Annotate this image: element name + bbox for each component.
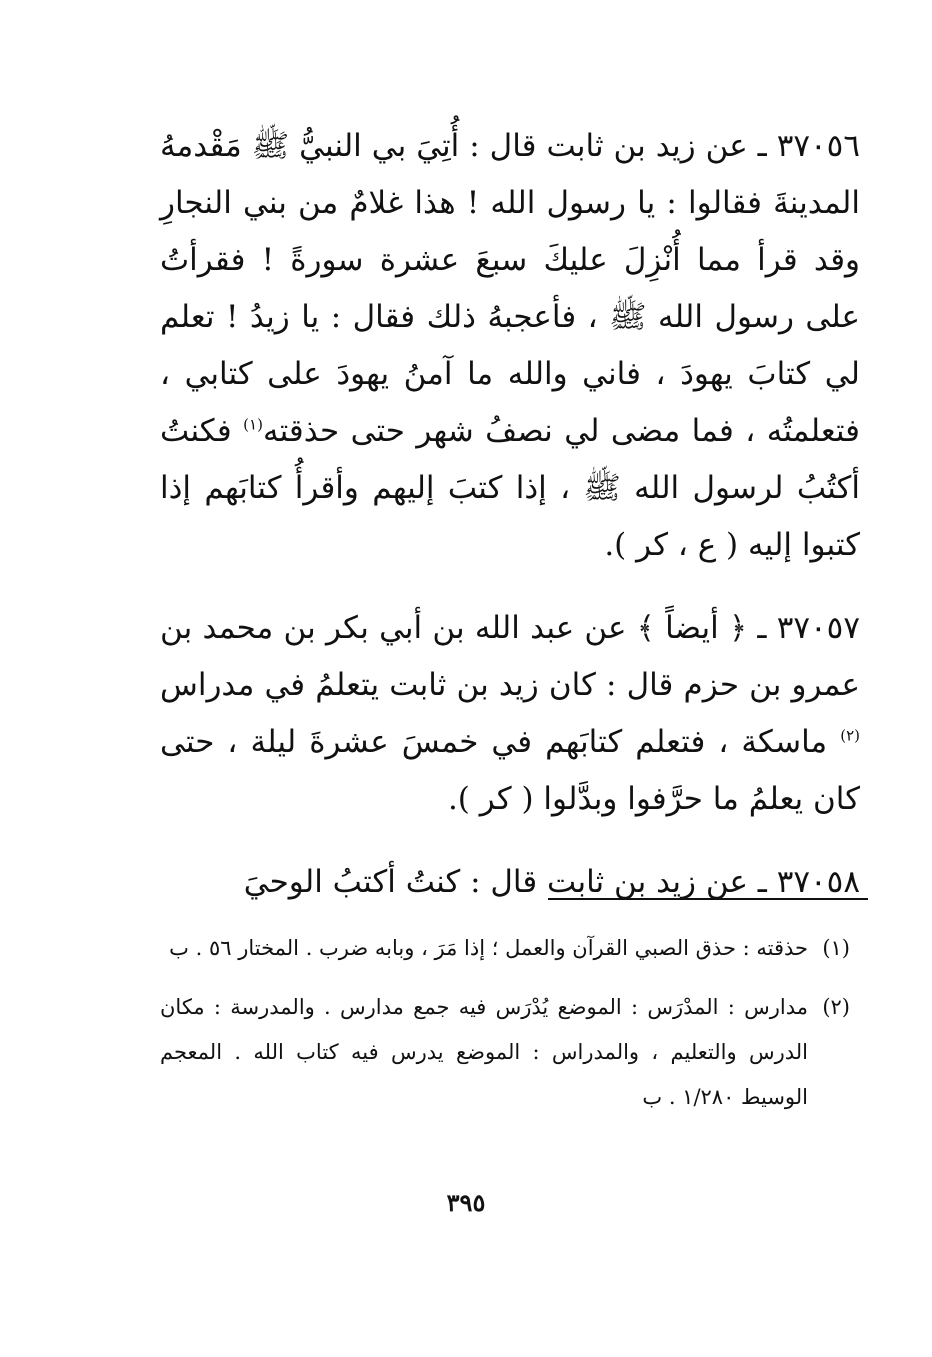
hadith-entry-37056 (160, 118, 860, 574)
footnote-text: مدارس : المدْرَس : الموضع يُدْرَس فيه جمع مدارس . والمدرسة : مكان الدرس والتعليم ، والمدراس : الموضع يدرس فيه كتاب الله . المعجم الوسيط ١/٢٨٠ . ب (160, 995, 808, 1109)
footnote-2 (160, 985, 850, 1120)
footnote-reference[interactable]: (٢) (840, 726, 860, 745)
hadith-text-continued: ماسكة ، فتعلم كتابَهم في خمسَ عشرةَ ليلة ، حتى كان يعلمُ ما حرَّفوا وبدَّلوا ( كر ). (160, 724, 860, 817)
footnote-mark: (٢) (822, 995, 850, 1019)
hadith-text: ـ عن زيد بن ثابت قال : كنتُ أكتبُ الوحيَ (243, 864, 777, 900)
page-number: ٣٩٥ (446, 1188, 486, 1217)
main-text (160, 118, 860, 911)
hadith-number: ٣٧٠٥٧ (776, 610, 860, 646)
hadith-text-continued: فكنتُ أكتُبُ لرسول الله ﷺ ، إذا كتبَ إليهم وأقرأُ كتابَهم إذا كتبوا إليه ( ع ، كر ). (160, 413, 860, 563)
footnote-mark: (١) (822, 936, 850, 960)
hadith-text: ـ ﴿ أيضاً ﴾ عن عبد الله بن أبي بكر بن محمد بن عمرو بن حزم قال : كان زيد بن ثابت يتعلمُ في مدراس (160, 610, 860, 703)
hadith-entry-37058 (160, 854, 860, 911)
footnote-1 (160, 926, 850, 971)
footnotes-section (160, 926, 850, 1120)
footnote-divider (548, 898, 868, 900)
hadith-entry-37057 (160, 600, 860, 828)
hadith-number: ٣٧٠٥٨ (776, 864, 860, 900)
hadith-text: ـ عن زيد بن ثابت قال : أُتِيَ بي النبيُّ ﷺ مَقْدمهُ المدينةَ فقالوا : يا رسول الله ! هذا غلامٌ من بني النجارِ وقد قرأ مما أُنْزِلَ عليكَ سبعَ عشرة سورةً ! فقرأتُ على رسول الله ﷺ ، فأعجبهُ ذلك فقال : يا زيدُ ! تعلم لي كتابَ يهودَ ، فاني والله ما آمنُ يهودَ على كتابي ، فتعلمتُه ، فما مضى لي نصفُ شهر حتى حذقته (160, 128, 860, 449)
footnote-reference[interactable]: (١) (243, 415, 263, 434)
footnote-text: حذقته : حذق الصبي القرآن والعمل ؛ إذا مَرَ ، وبابه ضرب . المختار ٥٦ . ب (169, 936, 808, 960)
hadith-number: ٣٧٠٥٦ (776, 128, 860, 164)
